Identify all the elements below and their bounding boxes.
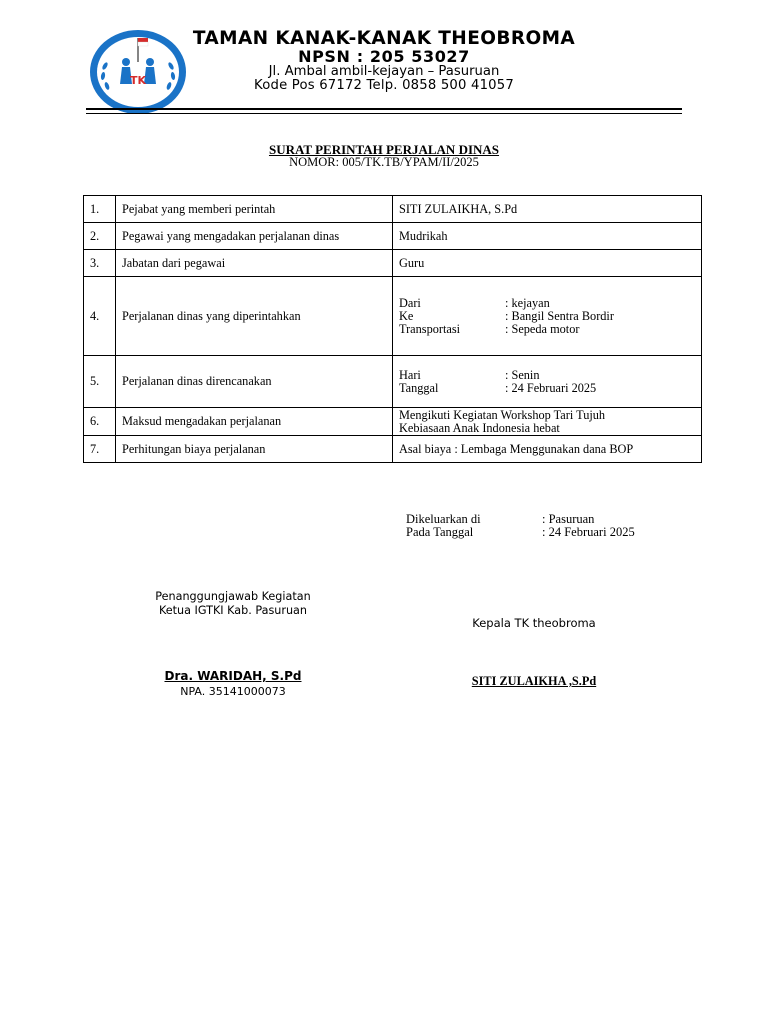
table-row	[84, 196, 702, 223]
npsn: NPSN : 205 53027	[298, 47, 470, 66]
detail-line	[399, 297, 701, 310]
document-title: SURAT PERINTAH PERJALAN DINAS	[268, 142, 500, 157]
school-name: TAMAN KANAK-KANAK THEOBROMA	[192, 28, 576, 49]
table-row	[84, 436, 702, 463]
detail-line	[399, 369, 701, 382]
row-label: Pejabat yang memberi perintah	[116, 196, 393, 223]
left-signer-organization: Ketua IGTKI Kab. Pasuruan	[158, 604, 307, 617]
row-number: 7.	[84, 436, 116, 463]
row-value	[393, 277, 702, 356]
letterhead-divider-thick	[86, 108, 682, 110]
detail-value: : 24 Februari 2025	[505, 380, 597, 395]
table-row	[84, 250, 702, 277]
value-line: Mengikuti Kegiatan Workshop Tari Tujuh	[399, 407, 606, 422]
row-label: Perjalanan dinas yang diperintahkan	[116, 277, 393, 356]
row-label: Maksud mengadakan perjalanan	[116, 408, 393, 436]
logo-text: TK	[129, 74, 147, 87]
row-number: 2.	[84, 223, 116, 250]
left-signer-name: Dra. WARIDAH, S.Pd	[164, 669, 302, 683]
row-number: 4.	[84, 277, 116, 356]
detail-key: Dari	[399, 295, 421, 310]
row-label: Jabatan dari pegawai	[116, 250, 393, 277]
detail-key: Hari	[399, 367, 421, 382]
detail-value: : kejayan	[505, 295, 550, 310]
row-number: 6.	[84, 408, 116, 436]
row-value: Asal biaya : Lembaga Menggunakan dana BOP	[393, 436, 702, 463]
issued-place-value: : Pasuruan	[542, 512, 595, 526]
left-signer-role: Penanggungjawab Kegiatan	[155, 590, 311, 603]
table-row	[84, 277, 702, 356]
row-value	[393, 408, 702, 436]
row-value	[393, 356, 702, 408]
row-label: Pegawai yang mengadakan perjalanan dinas	[116, 223, 393, 250]
school-contact: Kode Pos 67172 Telp. 0858 500 41057	[254, 78, 514, 93]
travel-order-table	[83, 195, 702, 463]
row-number: 1.	[84, 196, 116, 223]
right-signer-name: SITI ZULAIKHA ,S.Pd	[471, 674, 597, 688]
row-value: SITI ZULAIKHA, S.Pd	[393, 196, 702, 223]
right-signer-role: Kepala TK theobroma	[472, 616, 596, 630]
issued-place-label: Dikeluarkan di	[406, 512, 481, 526]
issued-date-label: Pada Tanggal	[406, 525, 474, 539]
school-address: Jl. Ambal ambil-kejayan – Pasuruan	[268, 64, 500, 79]
letterhead-divider-thin	[86, 113, 682, 114]
row-label: Perjalanan dinas direncanakan	[116, 356, 393, 408]
table-row	[84, 408, 702, 436]
detail-value: : Sepeda motor	[505, 321, 580, 336]
detail-key: Tanggal	[399, 380, 439, 395]
issued-date-value: : 24 Februari 2025	[542, 525, 635, 539]
detail-key: Transportasi	[399, 321, 461, 336]
table-row	[84, 356, 702, 408]
row-number: 3.	[84, 250, 116, 277]
detail-line	[399, 310, 701, 323]
detail-line	[399, 382, 701, 395]
row-number: 5.	[84, 356, 116, 408]
row-value: Mudrikah	[393, 223, 702, 250]
row-label: Perhitungan biaya perjalanan	[116, 436, 393, 463]
value-line: Kebiasaan Anak Indonesia hebat	[399, 420, 560, 435]
school-logo	[88, 26, 188, 116]
table-row	[84, 223, 702, 250]
detail-key: Ke	[399, 308, 414, 323]
detail-value: : Bangil Sentra Bordir	[505, 308, 614, 323]
left-signer-id: NPA. 35141000073	[180, 685, 286, 698]
detail-line	[399, 323, 701, 336]
row-value: Guru	[393, 250, 702, 277]
detail-value: : Senin	[505, 367, 540, 382]
document-number: NOMOR: 005/TK.TB/YPAM/II/2025	[289, 155, 479, 169]
